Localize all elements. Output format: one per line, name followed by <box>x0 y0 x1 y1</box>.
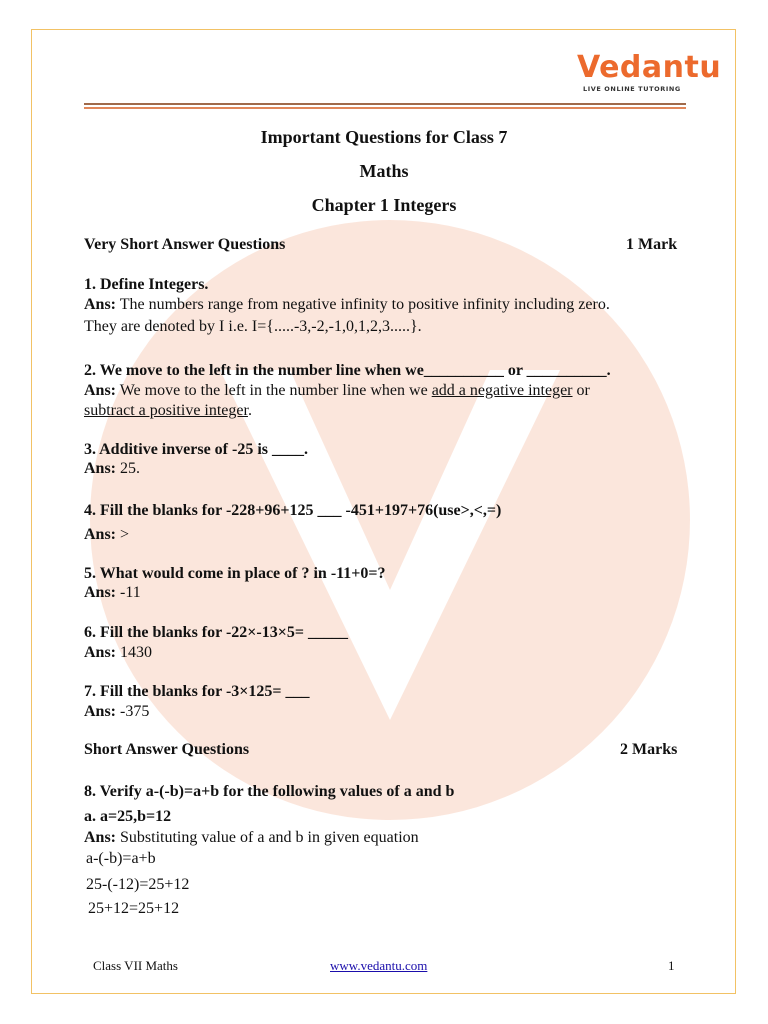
answer-4 <box>84 526 129 544</box>
ans-text: > <box>116 526 130 543</box>
ans-label: Ans: <box>84 644 117 661</box>
ans-text: 1430 <box>116 644 153 661</box>
section-label-very-short: Very Short Answer Questions <box>84 236 286 253</box>
question-1: 1. Define Integers. <box>84 276 209 293</box>
ans-text: -375 <box>116 703 150 720</box>
logo-tagline: LIVE ONLINE TUTORING <box>583 85 681 93</box>
answer-6 <box>84 644 152 662</box>
header-rule-dark <box>84 103 686 105</box>
ans-label: Ans: <box>84 460 117 477</box>
section-marks-short: 2 Marks <box>620 741 678 758</box>
footer-class-label: Class VII Maths <box>93 958 178 973</box>
footer-page-number: 1 <box>668 958 675 973</box>
ans-underlined-2: subtract a positive integer <box>84 402 248 419</box>
answer-7 <box>84 703 149 721</box>
question-2: 2. We move to the left in the number line when we__________ or __________. <box>84 362 611 379</box>
chapter-title: Chapter 1 Integers <box>311 195 457 215</box>
answer-8-step-3: 25+12=25+12 <box>88 900 180 917</box>
ans-label: Ans: <box>84 703 117 720</box>
question-3: 3. Additive inverse of -25 is ____. <box>84 441 308 458</box>
ans-label: Ans: <box>84 296 117 313</box>
question-8: 8. Verify a-(-b)=a+b for the following values of a and b <box>84 783 455 800</box>
answer-2-line-1 <box>84 382 590 400</box>
vedantu-logo[interactable] <box>577 50 722 100</box>
header-rule-light <box>84 107 686 109</box>
ans-text: or <box>572 382 590 399</box>
section-label-short: Short Answer Questions <box>84 741 250 758</box>
answer-2-line-2 <box>84 402 252 420</box>
question-7: 7. Fill the blanks for -3×125= ___ <box>84 683 310 700</box>
question-4: 4. Fill the blanks for -228+96+125 ___ -451+197+76(use>,<,=) <box>84 502 502 519</box>
subject-title: Maths <box>359 161 409 181</box>
question-6: 6. Fill the blanks for -22×-13×5= _____ <box>84 624 348 641</box>
answer-1-line-1 <box>84 296 610 314</box>
answer-1-line-2: They are denoted by I i.e. I={.....-3,-2,-1,0,1,2,3.....}. <box>84 318 422 335</box>
ans-text: 25. <box>116 460 141 477</box>
ans-label: Ans: <box>84 584 117 601</box>
ans-text: The numbers range from negative infinity to positive infinity including zero. <box>116 296 610 313</box>
answer-3 <box>84 460 140 478</box>
footer-website-link[interactable]: www.vedantu.com <box>330 958 428 973</box>
ans-text: . <box>247 402 252 419</box>
ans-label: Ans: <box>84 382 117 399</box>
answer-8-step-1: a-(-b)=a+b <box>86 850 156 867</box>
answer-8-step-2: 25-(-12)=25+12 <box>86 876 190 893</box>
answer-5 <box>84 584 141 602</box>
ans-label: Ans: <box>84 526 117 543</box>
ans-underlined-1: add a negative integer <box>431 382 573 399</box>
question-5: 5. What would come in place of ? in -11+0=? <box>84 565 386 582</box>
ans-text: Substituting value of a and b in given equation <box>116 829 419 846</box>
ans-text: We move to the left in the number line when we <box>116 382 432 399</box>
ans-text: -11 <box>116 584 141 601</box>
section-marks-very-short: 1 Mark <box>626 236 678 253</box>
page-title: Important Questions for Class 7 <box>260 127 508 147</box>
answer-8 <box>84 829 419 847</box>
question-8-part-a: a. a=25,b=12 <box>84 808 172 825</box>
logo-wordmark: Vedantu <box>577 50 722 85</box>
ans-label: Ans: <box>84 829 117 846</box>
